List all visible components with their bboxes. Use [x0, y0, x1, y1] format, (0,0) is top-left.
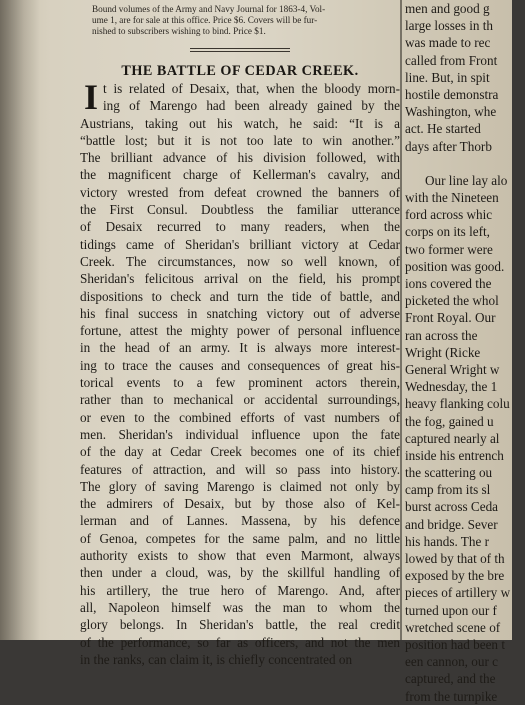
notice-paragraph [92, 4, 392, 37]
article-line: of Desaix recurred to many readers, when the [80, 219, 400, 235]
right-line: Washington, whe [405, 104, 497, 120]
article-line: his artillery, the true hero of Marengo. And, after [80, 582, 400, 598]
right-line: corps on its left, [405, 224, 490, 240]
right-line: from the turnpike [405, 688, 498, 704]
article-line: men. Sheridan's individual influence upon the fate [80, 426, 400, 442]
right-line: line. But, in spit [405, 69, 490, 85]
right-line: ran across the [405, 327, 478, 343]
right-line: called from Front [405, 52, 498, 68]
article-line: The glory of saving Marengo is claimed not only by [80, 478, 400, 494]
article-line: victory wrested from defeat crowned the banners of [80, 184, 400, 200]
article-line: in the ranks, can claim it, is chiefly concentrated on [80, 651, 353, 667]
article-line: tidings came of Sheridan's brilliant victory at Cedar [80, 236, 400, 252]
right-line: two former were [405, 241, 493, 257]
right-line: with the Nineteen [405, 190, 499, 206]
main-column [80, 0, 400, 667]
right-line: inside his entrench [405, 447, 504, 463]
article-line: torical events to a few prominent actors therein, [80, 375, 400, 391]
right-line: act. He started [405, 121, 481, 137]
article-line: in the head of an army. It is always more interest- [80, 340, 400, 356]
article-line: or even to the combined efforts of vast numbers of [80, 409, 400, 425]
article-line: then under a cloud, was, by the skillful handling of [80, 565, 400, 581]
right-line: hostile demonstra [405, 86, 499, 102]
article-line: of Genoa, competes for the same palm, and no little [80, 530, 400, 546]
article-line: “battle lost; but it is not too late to win another.” [80, 132, 400, 148]
article-line: his final success in snatching victory out of adverse [80, 305, 400, 321]
article-line: ing to trace the causes and consequences of great his- [80, 357, 400, 373]
right-line: the fog, gained u [405, 413, 494, 429]
right-line: was made to rec [405, 35, 491, 51]
article-line: Creek. The circumstances, now so well known, of [80, 253, 400, 269]
article-line: the magnificent charge of Kellerman's cavalry, and [80, 167, 400, 183]
article-line: t is related of Desaix, that, when the bloody morn- [103, 81, 400, 96]
article-line: the First Consul. Doubtless the familiar utterance [80, 202, 400, 218]
right-line: heavy flanking colu [405, 396, 510, 412]
article-line: features of attraction, and will so pass into history. [80, 461, 400, 477]
right-line: wretched scene of [405, 619, 501, 635]
right-column [405, 0, 525, 704]
article-line: The brilliant advance of his division followed, with [80, 150, 400, 166]
notice-line: Bound volumes of the Army and Navy Journal for 1863-4, Vol- [92, 4, 326, 14]
article-line: Austrians, taking out his watch, he said: “It is a [80, 115, 400, 131]
right-line: captured nearly al [405, 430, 500, 446]
right-line: camp from its sl [405, 482, 491, 498]
right-line: days after Thorb [405, 138, 492, 154]
right-line: ford across whic [405, 207, 493, 223]
right-line: General Wright w [405, 361, 500, 377]
right-line: ions covered the [405, 276, 492, 291]
right-line: captured, and the [405, 671, 496, 687]
article-line: of the performance, so far as officers, and not the men [80, 634, 400, 650]
right-line: een cannon, our c [405, 654, 499, 670]
right-line: large losses in th [405, 18, 494, 34]
right-line: Wednesday, the 1 [405, 379, 498, 395]
divider-rule [190, 48, 290, 49]
right-line: his hands. The r [405, 533, 489, 549]
right-line: Our line lay alo [425, 172, 508, 188]
right-line: position had been t [405, 636, 505, 652]
column-divider [400, 0, 402, 640]
article-body [80, 77, 400, 668]
notice-line: nished to subscribers wishing to bind. Price $1. [92, 26, 266, 36]
right-line: pieces of artillery w [405, 585, 511, 601]
page-edge-shadow [0, 0, 40, 640]
article-line: the admirers of Desaix, but by those also of Kel- [80, 496, 400, 512]
drop-cap: I [84, 77, 99, 117]
article-headline: THE BATTLE OF CEDAR CREEK. [121, 63, 359, 79]
article-line: all, Napoleon himself was the man to whom the [80, 599, 400, 615]
article-line: authority exists to show that even Marmont, always [80, 548, 400, 564]
right-line: lowed by that of th [405, 551, 505, 566]
right-line [405, 155, 525, 172]
article-line: rather than to mechanical or accidental surroundings, [80, 392, 400, 408]
notice-line: ume 1, are for sale at this office. Price $6. Covers will be fur- [92, 15, 318, 25]
right-line: Front Royal. Our [405, 310, 496, 326]
article-line: glory belongs. In Sheridan's battle, the real credit [80, 617, 400, 633]
right-line: picketed the whol [405, 293, 499, 309]
right-line: exposed by the bre [405, 568, 505, 584]
article-line: ing of Marengo had been already gained by the [103, 98, 400, 114]
right-line: the scattering ou [405, 465, 493, 481]
right-line: burst across Ceda [405, 499, 499, 515]
article-line: lerman and of Lannes. Massena, by his defence [80, 513, 400, 529]
article-line: of the day at Cedar Creek becomes one of its chief [80, 444, 400, 460]
divider-rule [190, 51, 290, 52]
article-line: Sheridan's felicitous arrival on the field, his prompt [80, 271, 400, 287]
right-line: and bridge. Sever [405, 516, 498, 532]
right-line: men and good g [405, 1, 490, 16]
right-line: Wright (Ricke [405, 344, 481, 360]
article-line: dispositions to check and turn the tide of battle, and [80, 288, 400, 304]
right-line: position was good. [405, 258, 505, 274]
article-line: fortune, attest the mighty power of personal influence [80, 323, 400, 339]
right-line: turned upon our f [405, 602, 497, 618]
